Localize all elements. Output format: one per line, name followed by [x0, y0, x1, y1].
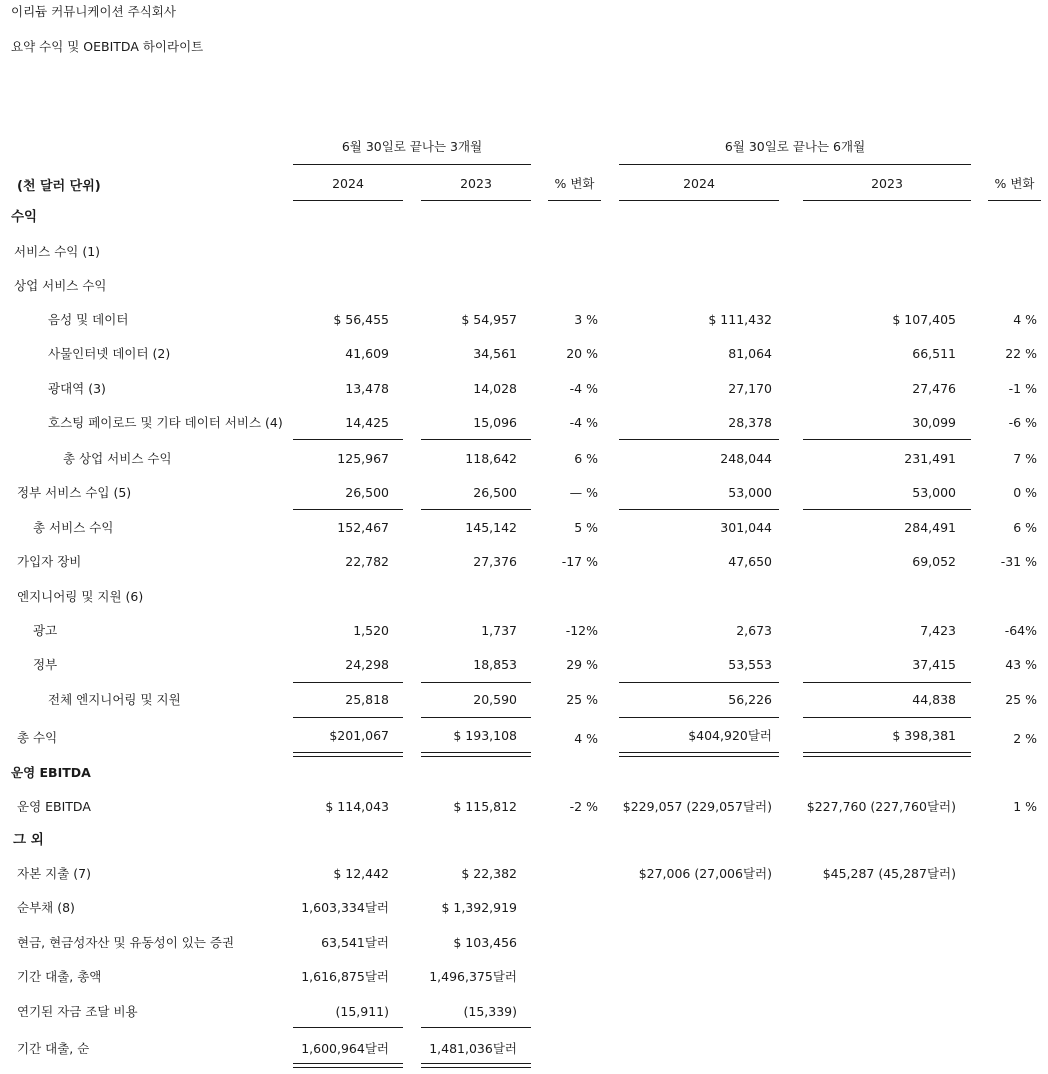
- company-name: 이리듐 커뮤니케이션 주식회사: [11, 4, 176, 19]
- cell-3m-change: -2 %: [569, 799, 598, 814]
- cell-6m-2024: 248,044: [720, 451, 772, 466]
- cell-3m-2024: 63,541달러: [321, 935, 389, 950]
- row-label: 전체 엔지니어링 및 지원: [48, 692, 181, 707]
- cell-6m-2023: 7,423: [920, 623, 956, 638]
- cell-3m-change: -12%: [565, 623, 598, 638]
- cell-6m-change: -1 %: [1008, 381, 1037, 396]
- row-label: 정부 서비스 수입 (5): [17, 485, 132, 500]
- cell-3m-2023: 1,496,375달러: [429, 969, 517, 984]
- cell-3m-2024: 14,425: [345, 415, 389, 430]
- cell-3m-change: 6 %: [574, 451, 598, 466]
- header-3-months: 6월 30일로 끝나는 3개월: [341, 139, 483, 154]
- cell-3m-2024: $ 12,442: [333, 866, 389, 881]
- cell-6m-2023: 284,491: [904, 520, 956, 535]
- cell-6m-change: 43 %: [1005, 657, 1037, 672]
- report-subtitle: 요약 수익 및 OEBITDA 하이라이트: [11, 39, 204, 54]
- row-label: 광대역 (3): [48, 381, 106, 396]
- cell-6m-2024: 2,673: [736, 623, 772, 638]
- cell-3m-2023: 15,096: [473, 415, 517, 430]
- cell-3m-2023: 27,376: [473, 554, 517, 569]
- cell-6m-change: 1 %: [1013, 799, 1037, 814]
- cell-6m-2024: $ 111,432: [708, 312, 772, 327]
- row-label: 운영 EBITDA: [17, 799, 91, 814]
- row-label: 총 서비스 수익: [33, 520, 114, 535]
- cell-6m-2024: 47,650: [728, 554, 772, 569]
- cell-6m-2023: 69,052: [912, 554, 956, 569]
- cell-6m-2023: 30,099: [912, 415, 956, 430]
- cell-3m-2023: $ 1,392,919: [441, 900, 517, 915]
- header-6-months: 6월 30일로 끝나는 6개월: [724, 139, 866, 154]
- cell-3m-2024: 24,298: [345, 657, 389, 672]
- cell-6m-2023: $45,287 (45,287달러): [822, 866, 956, 881]
- cell-6m-change: 25 %: [1005, 692, 1037, 707]
- row-label: 광고: [33, 623, 58, 638]
- cell-3m-2024: 41,609: [345, 346, 389, 361]
- cell-3m-2024: 1,600,964달러: [301, 1041, 389, 1056]
- cell-3m-2023: $ 115,812: [453, 799, 517, 814]
- cell-3m-2024: 1,616,875달러: [301, 969, 389, 984]
- cell-6m-2023: $ 107,405: [892, 312, 956, 327]
- cell-6m-change: 4 %: [1013, 312, 1037, 327]
- cell-3m-2024: $ 114,043: [325, 799, 389, 814]
- cell-3m-2023: 14,028: [473, 381, 517, 396]
- cell-3m-2024: $201,067: [329, 728, 389, 743]
- cell-3m-2023: 34,561: [473, 346, 517, 361]
- cell-6m-change: 22 %: [1005, 346, 1037, 361]
- cell-3m-2023: $ 22,382: [461, 866, 517, 881]
- cell-6m-2023: $ 398,381: [892, 728, 956, 743]
- row-label: 호스팅 페이로드 및 기타 데이터 서비스 (4): [48, 415, 283, 430]
- row-label: 음성 및 데이터: [48, 312, 129, 327]
- cell-3m-2024: 25,818: [345, 692, 389, 707]
- row-label: 상업 서비스 수익: [14, 278, 107, 293]
- cell-6m-2024: 301,044: [720, 520, 772, 535]
- cell-3m-2024: 125,967: [337, 451, 389, 466]
- cell-6m-change: 7 %: [1013, 451, 1037, 466]
- units-label: (천 달러 단위): [17, 179, 101, 194]
- cell-3m-change: -17 %: [561, 554, 598, 569]
- cell-6m-change: 0 %: [1013, 485, 1037, 500]
- cell-3m-change: 20 %: [566, 346, 598, 361]
- cell-3m-change: 4 %: [574, 731, 598, 746]
- row-label: 정부: [33, 657, 58, 672]
- cell-3m-2024: 22,782: [345, 554, 389, 569]
- row-label: 자본 지출 (7): [17, 866, 91, 881]
- col-header-6m-change: % 변화: [994, 176, 1035, 191]
- row-label: 연기된 자금 조달 비용: [17, 1004, 138, 1019]
- cell-6m-2023: 231,491: [904, 451, 956, 466]
- cell-6m-2023: 53,000: [912, 485, 956, 500]
- cell-3m-2023: 1,481,036달러: [429, 1041, 517, 1056]
- cell-3m-2023: 18,853: [473, 657, 517, 672]
- cell-3m-change: 3 %: [574, 312, 598, 327]
- cell-6m-2023: 44,838: [912, 692, 956, 707]
- cell-3m-2024: 152,467: [337, 520, 389, 535]
- col-header-3m-change: % 변화: [554, 176, 595, 191]
- cell-6m-2023: 66,511: [912, 346, 956, 361]
- cell-3m-2023: $ 193,108: [453, 728, 517, 743]
- cell-6m-2024: $27,006 (27,006달러): [638, 866, 772, 881]
- row-label: 수익: [11, 209, 38, 225]
- cell-6m-2024: $229,057 (229,057달러): [622, 799, 772, 814]
- cell-6m-change: -31 %: [1000, 554, 1037, 569]
- cell-3m-change: 29 %: [566, 657, 598, 672]
- cell-6m-2024: 56,226: [728, 692, 772, 707]
- cell-6m-2024: 53,000: [728, 485, 772, 500]
- cell-6m-change: 6 %: [1013, 520, 1037, 535]
- cell-6m-2024: 27,170: [728, 381, 772, 396]
- cell-3m-change: -4 %: [569, 415, 598, 430]
- row-label: 그 외: [13, 832, 44, 848]
- cell-6m-2023: 27,476: [912, 381, 956, 396]
- cell-3m-2023: $ 103,456: [453, 935, 517, 950]
- cell-3m-2023: 20,590: [473, 692, 517, 707]
- row-label: 총 상업 서비스 수익: [63, 451, 172, 466]
- cell-6m-2024: 53,553: [728, 657, 772, 672]
- col-header-3m-2024: 2024: [332, 176, 364, 191]
- row-label: 기간 대출, 순: [17, 1041, 90, 1056]
- row-label: 기간 대출, 총액: [17, 969, 102, 984]
- cell-3m-2024: (15,911): [335, 1004, 389, 1019]
- cell-3m-change: -4 %: [569, 381, 598, 396]
- row-label: 운영 EBITDA: [11, 765, 91, 780]
- cell-6m-2024: 81,064: [728, 346, 772, 361]
- row-label: 엔지니어링 및 지원 (6): [17, 589, 144, 604]
- cell-3m-change: — %: [569, 485, 598, 500]
- cell-3m-2023: (15,339): [463, 1004, 517, 1019]
- cell-3m-2023: 26,500: [473, 485, 517, 500]
- cell-3m-2024: 1,520: [353, 623, 389, 638]
- cell-3m-2023: $ 54,957: [461, 312, 517, 327]
- cell-3m-2024: $ 56,455: [333, 312, 389, 327]
- cell-3m-2023: 145,142: [465, 520, 517, 535]
- row-label: 가입자 장비: [17, 554, 82, 569]
- cell-6m-2023: $227,760 (227,760달러): [806, 799, 956, 814]
- cell-3m-2023: 118,642: [465, 451, 517, 466]
- cell-3m-2023: 1,737: [481, 623, 517, 638]
- cell-3m-change: 5 %: [574, 520, 598, 535]
- row-label: 사물인터넷 데이터 (2): [48, 346, 171, 361]
- cell-6m-2023: 37,415: [912, 657, 956, 672]
- cell-6m-2024: 28,378: [728, 415, 772, 430]
- cell-6m-change: 2 %: [1013, 731, 1037, 746]
- cell-3m-2024: 1,603,334달러: [301, 900, 389, 915]
- cell-3m-2024: 13,478: [345, 381, 389, 396]
- row-label: 서비스 수익 (1): [14, 244, 101, 259]
- cell-3m-change: 25 %: [566, 692, 598, 707]
- row-label: 순부채 (8): [17, 900, 75, 915]
- col-header-3m-2023: 2023: [460, 176, 492, 191]
- cell-3m-2024: 26,500: [345, 485, 389, 500]
- cell-6m-2024: $404,920달러: [688, 728, 772, 743]
- row-label: 총 수익: [17, 730, 58, 745]
- col-header-6m-2023: 2023: [871, 176, 903, 191]
- cell-6m-change: -6 %: [1008, 415, 1037, 430]
- cell-6m-change: -64%: [1004, 623, 1037, 638]
- row-label: 현금, 현금성자산 및 유동성이 있는 증권: [17, 935, 235, 950]
- col-header-6m-2024: 2024: [683, 176, 715, 191]
